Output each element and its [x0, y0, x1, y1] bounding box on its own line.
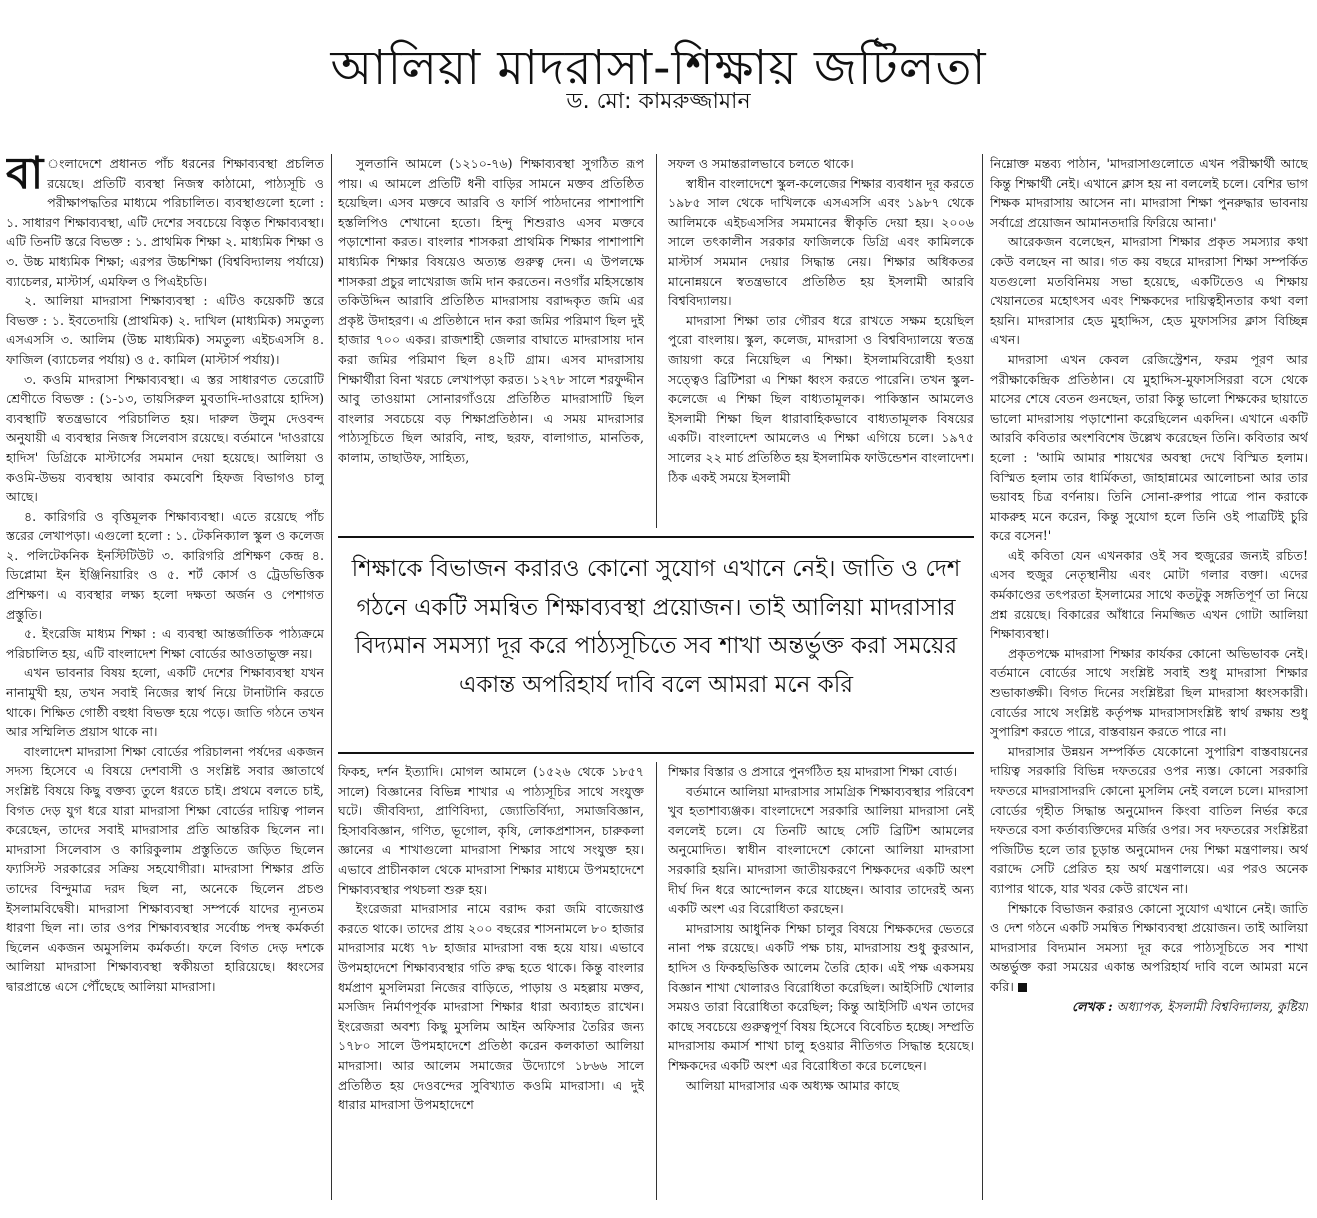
paragraph: ইংরেজরা মাদরাসার নামে বরাদ্দ করা জমি বাজেয়াপ্ত করতে থাকে। তাদের প্রায় ২০০ বছরের শাসনামলে ৮০ হাজার মাদরাসার মধ্যে ৭৮ হাজার মাদরাসা বন্ধ হয়ে যায়। এভাবে উপমহাদেশে শিক্ষাব্যবস্থার গতি রুদ্ধ হতে থাকে। কিন্তু বাংলার ধর্মপ্রাণ মুসলিমরা নিজের বাড়িতে, পাড়ায় ও মহল্লায় মক্তব, মসজিদ নির্মাণপূর্বক মাদরাসা শিক্ষার ধারা অব্যাহত রাখেন। ইংরেজরা অবশ্য কিছু মুসলিম আইন অফিসার তৈরির জন্য ১৭৮০ সালে উপমহাদেশে প্রতিষ্ঠা করেন কলকাতা আলিয়া মাদরাসা। আর আলেম সমাজের উদ্যোগে ১৮৬৬ সালে প্রতিষ্ঠিত হয় দেওবন্দের সুবিখ্যাত কওমি মাদরাসা। এ দুই ধারার মাদরাসা উপমহাদেশে [338, 901, 644, 1113]
paragraph: মাদরাসা শিক্ষা তার গৌরব ধরে রাখতে সক্ষম হয়েছিল পুরো বাংলায়। স্কুল, কলেজ, মাদরাসা ও বিশ্ববিদ্যালয়ে স্বতন্ত্র জায়গা করে নিয়েছিল এ শিক্ষা। ইসলামবিরোধী হওয়া সত্ত্বেও ব্রিটিশরা এ শিক্ষা ধ্বংস করতে পারেনি। তখন স্কুল-কলেজে এ শিক্ষা ছিল বাধ্যতামূলক। পাকিস্তান আমলেও ইসলামী শিক্ষা ছিল ধারাবাহিকভাবে বাধ্যতামূলক বিষয়ের একটি। বাংলাদেশ আমলেও এ শিক্ষা এগিয়ে চলে। ১৯৭৫ সালের ২২ মার্চ প্রতিষ্ঠিত হয় ইসলামিক ফাউন্ডেশন বাংলাদেশ। ঠিক একই সময়ে ইসলামী [668, 312, 974, 485]
paragraph: নিম্নোক্ত মন্তব্য পাঠান, 'মাদরাসাগুলোতে এখন পরীক্ষার্থী আছে কিন্তু শিক্ষার্থী নেই। এখানে ক্লাস হয় না বললেই চলে। বেশির ভাগ শিক্ষক মাদরাসায় আসেন না। মাদরাসা শিক্ষা পুনরুদ্ধার ভাবনায় সর্বাগ্রে প্রয়োজন আমানতদারি ফিরিয়ে আনা।' [990, 156, 1308, 230]
end-mark-icon [1018, 983, 1027, 992]
column-divider [331, 154, 332, 1200]
paragraph: সুলতানি আমলে (১২১০-৭৬) শিক্ষাব্যবস্থা সুগঠিত রূপ পায়। এ আমলে প্রতিটি ধনী বাড়ির সামনে মক্তব প্রতিষ্ঠিত হয়েছিল। এসব মক্তবে আরবি ও ফার্সি পাঠদানের পাশাপাশি হস্তলিপিও শেখানো হতো। হিন্দু শিশুরাও এসব মক্তবে পড়াশোনা করত। বাংলার শাসকরা প্রাথমিক শিক্ষার পাশাপাশি মাধ্যমিক শিক্ষার বিষয়েও অত্যন্ত গুরুত্ব দেন। এ উপলক্ষে শাসকরা প্রচুর লাখেরাজ জমি দান করতেন। নওগাঁর মহিসন্তোষ তকিউদ্দিন আরাবি প্রতিষ্ঠিত মাদরাসায় বরাদ্দকৃত জমি এর প্রকৃষ্ট উদাহরণ। এ প্রতিষ্ঠানে দান করা জমির পরিমাণ ছিল দুই হাজার ৭০০ একর। রাজশাহী জেলার বাঘাতে মাদরাসায় দান করা জমির পরিমাণ ছিল ৪২টি গ্রাম। এসব মাদরাসায় শিক্ষার্থীরা বিনা খরচে লেখাপড়া করত। ১২৭৮ সালে শরফুদ্দীন আবু তাওয়ামা সোনারগাঁওয়ে প্রতিষ্ঠিত মাদরাসাটি ছিল বাংলার সবচেয়ে বড় শিক্ষাপ্রতিষ্ঠান। এ সময় মাদরাসার পাঠ্যসূচিতে ছিল আরবি, নাহু, ছরফ, বালাগাত, মানতিক, কালাম, তাছাউফ, সাহিত্য, [338, 156, 644, 465]
pull-quote-text: শিক্ষাকে বিভাজন করারও কোনো সুযোগ এখানে নেই। জাতি ও দেশ গঠনে একটি সমন্বিত শিক্ষাব্যবস্থা প্রয়োজন। তাই আলিয়া মাদরাসার বিদ্যমান সমস্যা দূর করে পাঠ্যসূচিতে সব শাখা অন্তর্ভুক্ত করা সময়ের একান্ত অপরিহার্য দাবি বলে আমরা মনে করি [351, 556, 961, 698]
paragraph: এখন ভাবনার বিষয় হলো, একটি দেশের শিক্ষাব্যবস্থা যখন নানামুখী হয়, তখন সবাই নিজের স্বার্থ নিয়ে টানাটানি করতে থাকে। শিক্ষিত গোষ্ঠী বহুধা বিভক্ত হয়ে পড়ে। জাতি গঠনে তখন আর সম্মিলিত প্রয়াস থাকে না। [6, 665, 324, 740]
paragraph: আলিয়া মাদরাসার এক অধ্যক্ষ আমার কাছে [686, 1077, 900, 1093]
paragraph: ৩. কওমি মাদরাসা শিক্ষাব্যবস্থা। এ স্তর সাধারণত তেরোটি শ্রেণীতে বিভক্ত : (১-১৩, তায়সিরুল মুবতাদি-দাওরায়ে হাদিস) ব্যবস্থাটি স্বতন্ত্রভাবে পরিচালিত হয়। দারুল উলুম দেওবন্দ অনুযায়ী এ ব্যবস্থার নিজস্ব সিলেবাস রয়েছে। বর্তমানে 'দাওরায়ে হাদিস' ডিগ্রিকে মাস্টার্সের সমমান দেয়া হয়েছে। আলিয়া ও কওমি-উভয় ব্যবস্থায় আবার কমবেশি হিফজ বিভাগও চালু আছে। [6, 371, 324, 505]
byline: ড. মো: কামরুজ্জামান [566, 89, 751, 114]
paragraph: মাদরাসা এখন কেবল রেজিস্ট্রেশন, ফরম পূরণ আর পরীক্ষাকেন্দ্রিক প্রতিষ্ঠান। যে মুহাদ্দিস-মুফাসসিররা বসে থেকে মাসের শেষে বেতন গুনছেন, তারা কিন্তু ভালো শিক্ষকের ছায়াতে ভালো মাদরাসায় পড়াশোনা করেছিলেন একদিন। এখানে একটি আরবি কবিতার অংশবিশেষ উল্লেখ করেছেন তিনি। কবিতার অর্থ হলো : 'আমি আমার শায়খের অবস্থা দেখে বিস্মিত হলাম। বিস্মিত হলাম তার ধার্মিকতা, জাহান্নামের আলোচনা আর তার ভয়াবহ চিত্র বর্ণনায়। তিনি সোনা-রুপার পাত্রে পান করাকে মাকরুহ মনে করেন, কিন্তু সুযোগ হলে তিনি ওই পাত্রটিই চুরি করে বসেন!' [990, 351, 1308, 544]
paragraph: সফল ও সমান্তরালভাবে চলতে থাকে। [668, 156, 854, 171]
paragraph: ২. আলিয়া মাদরাসা শিক্ষাব্যবস্থা : এটিও কয়েকটি স্তরে বিভক্ত : ১. ইবতেদায়ি (প্রাথমিক) ২. দাখিল (মাধ্যমিক) সমতুল্য এসএসসি ৩. আলিম (উচ্চ মাধ্যমিক) সমতুল্য এইচএসসি ৪. ফাজিল (ব্যাচেলর পর্যায়) ও ৫. কামিল (মাস্টার্স পর্যায়)। [6, 293, 324, 367]
column-divider [656, 154, 657, 528]
headline: আলিয়া মাদরাসা-শিক্ষায় জটিলতা [330, 40, 987, 97]
paragraph: আরেকজন বলেছেন, মাদরাসা শিক্ষার প্রকৃত সমস্যার কথা কেউ বলছেন না আর। গত কয় বছরে মাদরাসা শিক্ষা সম্পর্কিত যতগুলো মতবিনিময় সভা হয়েছে, একটিতেও এ শিক্ষায় খেয়ানতের মহোৎসব এবং শিক্ষকদের দায়িত্বহীনতার কথা বলা হয়নি। মাদরাসার হেড মুহাদ্দিস, হেড মুফাসসির ক্লাস বিচ্ছিন্ন এখন। [990, 234, 1308, 348]
paragraph: এই কবিতা যেন এখনকার ওই সব হুজুরের জন্যই রচিত! এসব হুজুর নেতৃস্থানীয় এবং মোটা গলার বক্তা। এদের কর্মকাণ্ডের তৎপরতা ইসলামের সাথে কতটুকু সঙ্গতিপূর্ণ তা নিয়ে প্রশ্ন রয়েছে। বিকারের আঁধারে নিমজ্জিত এখন গোটা আলিয়া শিক্ষাব্যবস্থা। [990, 547, 1308, 642]
paragraph: ৫. ইংরেজি মাধ্যম শিক্ষা : এ ব্যবস্থা আন্তর্জাতিক পাঠ্যক্রমে পরিচালিত হয়, এটি বাংলাদেশ শিক্ষা বোর্ডের আওতাভুক্ত নয়। [6, 626, 324, 661]
author-affiliation: অধ্যাপক, ইসলামী বিশ্ববিদ্যালয়, কুষ্টিয়া [1116, 998, 1308, 1014]
column-divider [656, 762, 657, 1200]
column-divider [982, 154, 983, 1200]
drop-cap: বা [6, 154, 44, 199]
paragraph: মাদরাসার উন্নয়ন সম্পর্কিত যেকোনো সুপারিশ বাস্তবায়নের দায়িত্ব সরকারি বিভিন্ন দফতরের ওপর ন্যস্ত। কোনো সরকারি দফতরে মাদরাসাদরদি কোনো মুসলিম নেই বললে চলে। মাদরাসা বোর্ডের গৃহীত সিদ্ধান্ত অনুমোদন কিংবা বাতিল নির্ভর করে দফতরে বসা কর্তাব্যক্তিদের মর্জির ওপর। সব দফতরের সংশ্লিষ্টরা পজিটিভ হলে তার চূড়ান্ত অনুমোদন দেয় শিক্ষা মন্ত্রণালয়। অর্থ বরাদ্দে সেটি প্রেরিত হয় অর্থ মন্ত্রণালয়ে। এর পরও অনেক ব্যাপার থাকে, যার খবর কেউ রাখেন না। [990, 743, 1308, 896]
paragraph: ফিকহ, দর্শন ইত্যাদি। মোগল আমলে (১৫২৬ থেকে ১৮৫৭ সালে) বিজ্ঞানের বিভিন্ন শাখার এ পাঠ্যসূচির সাথে সংযুক্ত ঘটে। জীববিদ্যা, প্রাণিবিদ্যা, জ্যোতির্বিদ্যা, সমাজবিজ্ঞান, হিসাববিজ্ঞান, গণিত, ভূগোল, কৃষি, লোকপ্রশাসন, চারুকলা জ্ঞানের এ শাখাগুলো মাদরাসা শিক্ষার সাথে সংযুক্ত হয়। এভাবে প্রাচীনকাল থেকে মাদরাসা শিক্ষার মাধ্যমে উপমহাদেশে শিক্ষাব্যবস্থার পথচলা শুরু হয়। [338, 764, 644, 897]
article-column-4 [990, 154, 1308, 1200]
author-note [990, 997, 1308, 1017]
article-column-2 [338, 154, 644, 528]
article-column-2-lower [338, 762, 644, 1200]
paragraph: শিক্ষার বিস্তার ও প্রসারে পুনর্গঠিত হয় মাদরাসা শিক্ষা বোর্ড। [668, 764, 958, 779]
paragraph: বা ংলাদেশে প্রধানত পাঁচ ধরনের শিক্ষাব্যবস্থা প্রচলিত রয়েছে। প্রতিটি ব্যবস্থা নিজস্ব কাঠামো, পাঠ্যসূচি ও পরীক্ষাপদ্ধতির মাধ্যমে পরিচালিত। ব্যবস্থাগুলো হলো : ১. সাধারণ শিক্ষাব্যবস্থা, এটি দেশের সবচেয়ে বিস্তৃত শিক্ষাব্যবস্থা। এটি তিনটি স্তরে বিভক্ত : ১. প্রাথমিক শিক্ষা ২. মাধ্যমিক শিক্ষা ও ৩. উচ্চ মাধ্যমিক শিক্ষা; এরপর উচ্চশিক্ষা (বিশ্ববিদ্যালয় পর্যায়ে) ব্যাচেলর, মাস্টার্স, এমফিল ও পিএইচডি। [6, 154, 324, 289]
author-label: লেখক : [1072, 998, 1113, 1014]
paragraph: বর্তমানে আলিয়া মাদরাসার সামগ্রিক শিক্ষাব্যবস্থার পরিবেশ খুব হতাশাব্যঞ্জক। বাংলাদেশে সরকারি আলিয়া মাদরাসা নেই বললেই চলে। যে তিনটি আছে সেটি ব্রিটিশ আমলের অনুমোদিত। স্বাধীন বাংলাদেশে কোনো আলিয়া মাদরাসা সরকারি হয়নি। মাদরাসা জাতীয়করণে শিক্ষকদের একটি অংশ দীর্ঘ দিন ধরে আন্দোলন করে যাচ্ছেন। আবার তাদেরই অন্য একটি অংশ এর বিরোধিতা করছেন। [668, 783, 974, 917]
paragraph: মাদরাসায় আধুনিক শিক্ষা চালুর বিষয়ে শিক্ষকদের ভেতরে নানা পক্ষ রয়েছে। একটি পক্ষ চায়, মাদরাসায় শুধু কুরআন, হাদিস ও ফিকহভিত্তিক আলেম তৈরি হোক। এই পক্ষ একসময় বিজ্ঞান শাখা খোলারও বিরোধিতা করেছিল। আইসিটি খোলার সময়ও তারা বিরোধিতা করেছিল; কিন্তু আইসিটি এখন তাদের কাছে সবচেয়ে গুরুত্বপূর্ণ বিষয় হিসেবে বিবেচিত হচ্ছে। সম্প্রতি মাদরাসায় কমার্স শাখা চালু হওয়ার নীতিগত সিদ্ধান্ত হয়েছে। শিক্ষকদের একটি অংশ এর বিরোধিতা করে চলেছেন। [668, 920, 974, 1073]
paragraph: প্রকৃতপক্ষে মাদরাসা শিক্ষার কার্যকর কোনো অভিভাবক নেই। বর্তমানে বোর্ডের সাথে সংশ্লিষ্ট সবাই শুধু মাদরাসা শিক্ষার শুভাকাঙ্ক্ষী। বিগত দিনের সংশ্লিষ্টরা ছিল মাদরাসা ধ্বংসকারী। বোর্ডের সাথে সংশ্লিষ্ট কর্তৃপক্ষ মাদরাসাসংশ্লিষ্ট স্বার্থ রক্ষায় শুধু সুপারিশ করতে পারে, বাস্তবায়ন করতে পারে না। [990, 645, 1308, 740]
paragraph: বাংলাদেশ মাদরাসা শিক্ষা বোর্ডের পরিচালনা পর্ষদের একজন সদস্য হিসেবে এ বিষয়ে দেশবাসী ও সংশ্লিষ্ট সবার জ্ঞাতার্থে সংশ্লিষ্ট বিষয়ে কিছু বক্তব্য তুলে ধরতে চাই। প্রথমে বলতে চাই, বিগত দেড় যুগ ধরে যারা মাদরাসা শিক্ষা বোর্ডের দায়িত্ব পালন করেছেন, তাদের সবাই মাদরাসার প্রতি আন্তরিক ছিলেন না। মাদরাসা সিলেবাস ও কারিকুলাম প্রস্তুতিতে জড়িত ছিলেন ফ্যাসিস্ট সরকারের সক্রিয় সহযোগীরা। মাদরাসা শিক্ষার প্রতি তাদের বিন্দুমাত্র দরদ ছিল না, অনেকে ছিলেন প্রচণ্ড ইসলামবিদ্বেষী। মাদরাসা শিক্ষাব্যবস্থা সম্পর্কে যাদের ন্যূনতম ধারণা ছিল না। তার ওপর শিক্ষাব্যবস্থার সর্বোচ্চ পদস্থ কর্মকর্তা ছিলেন একজন অমুসলিম কর্মকর্তা। ফলে বিগত দেড় দশকে আলিয়া মাদরাসা শিক্ষাব্যবস্থা স্বকীয়তা হারিয়েছে। ধ্বংসের দ্বারপ্রান্তে এসে পৌঁছেছে আলিয়া মাদরাসা। [6, 743, 324, 994]
article-column-1 [6, 154, 324, 1200]
pull-quote [338, 536, 974, 754]
paragraph: শিক্ষাকে বিভাজন করারও কোনো সুযোগ এখানে নেই। জাতি ও দেশ গঠনে একটি সমন্বিত শিক্ষাব্যবস্থা প্রয়োজন। তাই আলিয়া মাদরাসার বিদ্যমান সমস্যা দূর করে পাঠ্যসূচিতে সব শাখা অন্তর্ভুক্ত করা সময়ের একান্ত অপরিহার্য দাবি বলে আমরা মনে করি। [990, 900, 1308, 994]
paragraph: স্বাধীন বাংলাদেশে স্কুল-কলেজের শিক্ষার ব্যবধান দূর করতে ১৯৮৫ সাল থেকে দাখিলকে এসএসসি এবং ১৯৮৭ থেকে আলিমকে এইচএসসির সমমানের স্বীকৃতি দেয়া হয়। ২০০৬ সালে তৎকালীন সরকার ফাজিলকে ডিগ্রি এবং কামিলকে মাস্টার্স সমমান দেয়ার সিদ্ধান্ত নেয়। শিক্ষার অধিকতর মানোন্নয়নে স্বতন্ত্রভাবে প্রতিষ্ঠিত হয় ইসলামী আরবি বিশ্ববিদ্যালয়। [668, 175, 974, 309]
article-column-3-lower [668, 762, 974, 1200]
paragraph: ৪. কারিগরি ও বৃত্তিমূলক শিক্ষাব্যবস্থা। এতে রয়েছে পাঁচ স্তরের লেখাপড়া। এগুলো হলো : ১. টেকনিক্যাল স্কুল ও কলেজ ২. পলিটেকনিক ইনস্টিটিউট ৩. কারিগরি প্রশিক্ষণ কেন্দ্র ৪. ডিপ্লোমা ইন ইঞ্জিনিয়ারিং ও ৫. শর্ট কোর্স ও ট্রেডভিত্তিক প্রশিক্ষণ। এ ব্যবস্থার লক্ষ্য হলো দক্ষতা অর্জন ও পেশাগত প্রস্তুতি। [6, 508, 324, 622]
article-column-3 [668, 154, 974, 528]
